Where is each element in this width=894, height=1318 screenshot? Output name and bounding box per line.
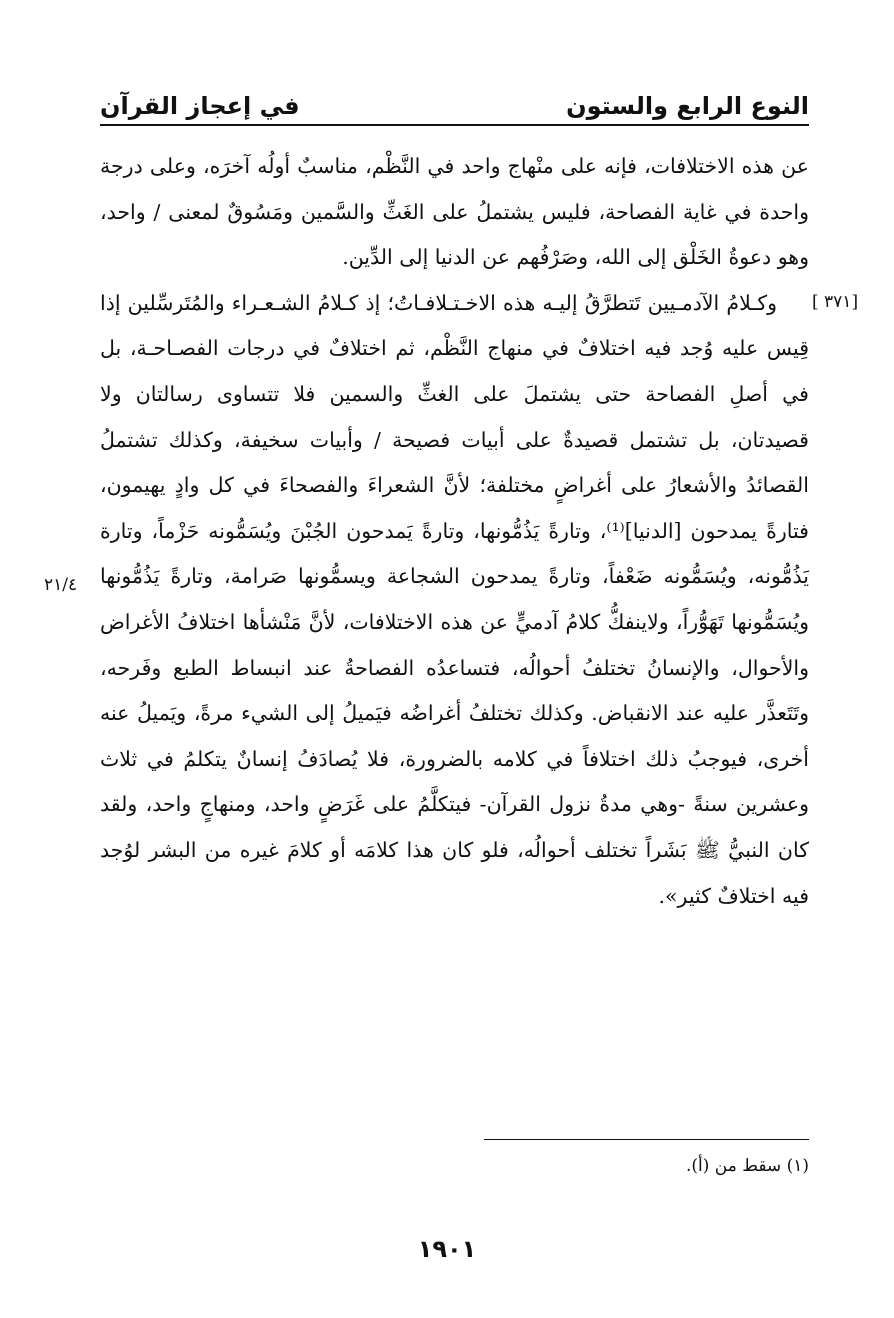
running-header — [100, 76, 809, 120]
paragraph: عن هذه الاختلافات، فإنه على منْهاج واحد في النَّظْم، مناسبٌ أولُه آخرَه، وعلى درجة واحدة في غاية الفصاحة، فليس يشتملُ على الغَثِّ والسَّمين ومَسُوقٌ لمعنى / واحد، وهو دعوةُ الخَلْق إلى الله، وصَرْفُهم عن الدنيا إلى الدِّين. — [100, 154, 809, 270]
footnote: (١) سقط من (أ). — [685, 1156, 809, 1176]
paragraph: وكـلامُ الآدمـيين تَتطرَّقُ إليـه هذه الاخـتـلافـاتُ؛ إذ كـلامُ الشـعـراء والمُتَرسِّلين إذا قِيس عليه وُجد فيه اختلافٌ في منهاج النَّظْم، ثم اختلافٌ في درجات الفصـاحـة، بل في أصلِ الفصاحة حتى يشتملَ على الغثِّ والسمين فلا تتساوى رسالتان ولا قصيدتان، بل تشتمل قصيدةٌ على أبيات فصيحة / وأبيات سخيفة، وكذلك تشتملُ القصائدُ والأشعارُ على أغراضٍ مختلفة؛ لأنَّ الشعراءَ والفصحاءَ في كل وادٍ يهيمون، فتارةً يمدحون [الدنيا]⁽¹⁾، وتارةً يَذُمُّونها، وتارةً يَمدحون الجُبْنَ ويُسَمُّونه حَزْماً، وتارة يَذُمُّونه، ويُسَمُّونه ضَعْفاً، وتارةً يمدحون الشجاعة ويسمُّونها صَرامة، وتارةً يَذُمُّونها ويُسَمُّونها تَهَوُّراً، ولاينفكُّ كلامُ آدميٍّ عن هذه الاختلافات، لأنَّ مَنْشأها اختلافُ الأغراض والأحوال، والإنسانُ تختلفُ أحوالُه، فتساعدُه الفصاحةُ عند انبساط الطبع وفَرحه، وتَتَعذَّر عليه عند الانقباض. وكذلك تختلفُ أغراضُه فيَميلُ إلى الشيء مرةً، ويَميلُ عنه أخرى، فيوجبُ ذلك اختلافاً في كلامه بالضرورة، فلا يُصادَفُ إنسانٌ يتكلمُ في ثلاث وعشرين سنةً -وهي مدةُ نزول القرآن- فيتكلَّمُ على غَرَضٍ واحد، ومنهاجٍ واحد، ولقد كان النبيُّ ﷺ بَشَراً تختلف أحوالُه، فلو كان هذا كلامَه أو كلامَ غيره من البشر لوُجد فيه اختلافٌ كثير». — [100, 290, 809, 908]
book-title: في إعجاز القرآن — [100, 92, 300, 120]
page-number: ١٩٠١ — [417, 1235, 477, 1263]
footnote-divider — [484, 1139, 809, 1140]
main-text — [100, 144, 809, 919]
header-divider — [100, 124, 809, 126]
manuscript-folio-marker: [٣٧١ ] — [812, 292, 859, 312]
edition-page-marker: ٢١/٤ — [44, 575, 78, 595]
chapter-title: النوع الرابع والستون — [566, 92, 809, 120]
